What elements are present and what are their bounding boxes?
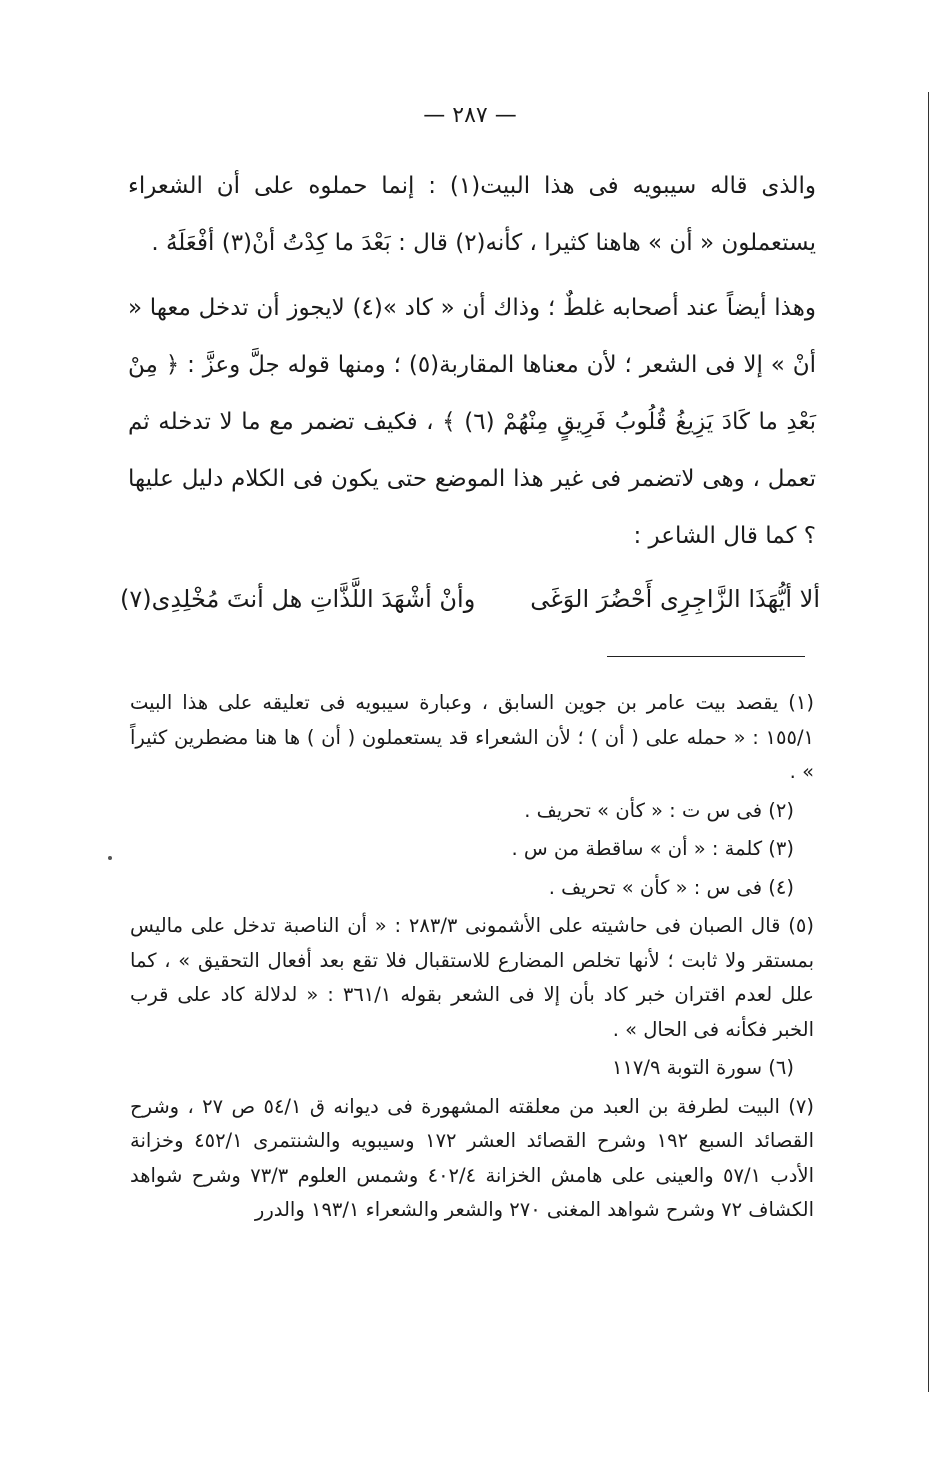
poetry-verse xyxy=(120,569,820,629)
paragraph: وهذا أيضاً عند أصحابه غلطٌ ؛ وذاك أن « كاد »(٤) لايجوز أن تدخل معها « أنْ » إلا فى الشعر ؛ لأن معناها المقاربة(٥) ؛ ومنها قوله جلَّ وعزَّ : ﴿ مِنْ بَعْدِ ما كَادَ يَزِيغُ قُلُوبُ فَرِيقٍ مِنْهُمْ (٦) ﴾ ، فكيف تضمر مع ما لا تدخله ثم تعمل ، وهى لاتضمر فى غير هذا الموضع حتى يكون فى الكلام دليل عليها ؟ كما قال الشاعر : xyxy=(128,295,816,549)
page-number: — ٢٨٧ — xyxy=(423,103,517,128)
footnote: (٧) البيت لطرفة بن العبد من معلقته المشهورة فى ديوانه ق ٥٤/١ ص ٢٧ ، وشرح القصائد السبع ١٩٢ وشرح القصائد العشر ١٧٢ وسيبويه والشنتمرى ٤٥٢/١ وخزانة الأدب ٥٧/١ والعينى على هامش الخزانة ٤٠٢/٤ وشمس العلوم ٧٣/٣ وشرح شواهد الكشاف ٧٢ وشرح شواهد المغنى ٢٧٠ والشعر والشعراء ١٩٣/١ والدرر xyxy=(130,1094,815,1221)
page-edge-line xyxy=(928,92,929,1392)
verse-first-hemistich: ألا أيُّهَذَا الزَّاجِرِى أَحْضُرَ الوَغَى xyxy=(530,585,820,613)
paragraph: والذى قاله سيبويه فى هذا البيت(١) : إنما حملوه على أن الشعراء يستعملون « أن » هاهنا كثيرا ، كأنه(٢) قال : بَعْدَ ما كِدْتُ أنْ(٣) أفْعَلَهُ . xyxy=(128,173,816,256)
footnote-separator xyxy=(607,656,805,657)
scan-speck xyxy=(108,856,112,860)
footnotes xyxy=(130,686,814,1232)
footnote: (٥) قال الصبان فى حاشيته على الأشمونى ٢٨٣/٣ : « أن الناصبة تدخل على ماليس بمستقر ولا ثابت ؛ لأنها تخلص المضارع للاستقبال فلا تقع بعد أفعال التحقيق » ، كما علل لعدم اقتران خبر كاد بأن إلا فى الشعر بقوله ٣٦١/١ : « لدلالة كاد على قرب الخبر فكأنه فى الحال » . xyxy=(130,914,815,1041)
verse-second-hemistich: وأنْ أشْهَدَ اللَّذَّاتِ هل أنتَ مُخْلِدِى(٧) xyxy=(120,585,476,613)
footnote: (٣) كلمة : « أن » ساقطة من س . xyxy=(511,837,794,860)
footnote: (٢) فى س ت : « كأن » تحريف . xyxy=(524,798,794,822)
main-text xyxy=(128,158,816,565)
footnote: (١) يقصد بيت عامر بن جوين السابق ، وعبارة سيبويه فى تعليقه على هذا البيت ١٥٥/١ : « حمله على ( أن ) ؛ لأن الشعراء قد يستعملون ( أن ) ها هنا مضطرين كثيراً » . xyxy=(130,691,814,783)
footnote: (٤) فى س : « كأن » تحريف . xyxy=(548,875,794,899)
footnote: (٦) سورة التوبة ١١٧/٩ xyxy=(611,1056,794,1079)
